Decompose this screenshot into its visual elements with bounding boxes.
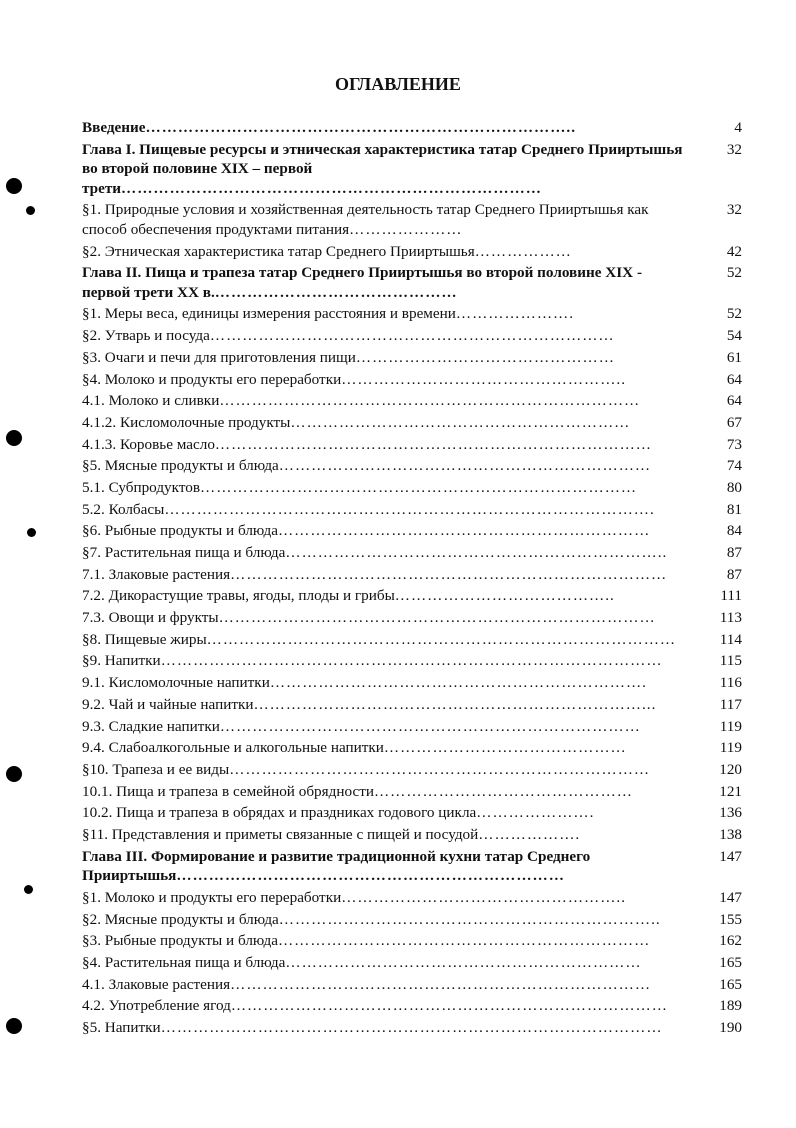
toc-page-number: 147 bbox=[719, 847, 742, 865]
toc-entry bbox=[82, 630, 742, 650]
toc-entry-text bbox=[82, 521, 686, 541]
toc-entry bbox=[82, 413, 742, 433]
toc-entry-text bbox=[82, 608, 686, 628]
toc-entry-text bbox=[82, 118, 686, 138]
toc-entry-title: §2. Этническая характеристика татар Среднего Прииртышья bbox=[82, 242, 475, 260]
toc-entry-text bbox=[82, 478, 686, 498]
toc-leader-dots: ………………………………………… bbox=[373, 782, 633, 800]
toc-page-number: 136 bbox=[719, 804, 742, 822]
toc-leader-dots: ……………………………………… bbox=[214, 283, 458, 301]
toc-page-number: 165 bbox=[719, 953, 742, 971]
toc-leader-dots: ……………………………………………………………………… bbox=[230, 565, 668, 583]
toc-page-number: 115 bbox=[719, 652, 742, 670]
toc-entry-title: 7.2. Дикорастущие травы, ягоды, плоды и грибы bbox=[82, 587, 395, 605]
toc-page-number: 117 bbox=[719, 695, 742, 713]
toc-page-number: 52 bbox=[726, 264, 742, 282]
toc-page-number: 32 bbox=[726, 201, 742, 219]
toc-entry-title: §11. Представления и приметы связанные с пищей и посудой bbox=[82, 825, 479, 843]
toc-leader-dots: ……………………………………………………………………… bbox=[200, 478, 638, 496]
toc-page-number: 119 bbox=[719, 717, 742, 735]
toc-page-number: 67 bbox=[726, 413, 742, 431]
toc-entry-text bbox=[82, 847, 686, 886]
toc-entry bbox=[82, 651, 742, 671]
toc-entry-title: §9. Напитки bbox=[82, 652, 161, 670]
toc-page-number: 121 bbox=[719, 782, 742, 800]
toc-entry-text bbox=[82, 1018, 686, 1038]
toc-entry-text bbox=[82, 304, 686, 324]
toc-entry-title: 4.1.2. Кисломолочные продукты bbox=[82, 413, 291, 431]
page-title: ОГЛАВЛЕНИЕ bbox=[335, 74, 461, 94]
toc-entry-text bbox=[82, 435, 686, 455]
toc-entry-text bbox=[82, 931, 686, 951]
toc-leader-dots: ……………………………………………………………………… bbox=[218, 609, 656, 627]
toc-entry-text bbox=[82, 630, 686, 650]
toc-page-number: 64 bbox=[726, 370, 742, 388]
toc-page-number: 74 bbox=[726, 457, 742, 475]
toc-entry-title: §1. Природные условия и хозяйственная деятельность татар Среднего Прииртышья как способ обеспечения продуктами питания bbox=[82, 201, 649, 238]
toc-entry bbox=[82, 263, 742, 302]
toc-page-number: 114 bbox=[719, 630, 742, 648]
toc-entry-title: 5.1. Субпродуктов bbox=[82, 478, 201, 496]
toc-entry-title: §3. Рыбные продукты и блюда bbox=[82, 932, 278, 950]
toc-entry bbox=[82, 565, 742, 585]
toc-entry-text bbox=[82, 200, 686, 239]
toc-leader-dots: ……………………………………………………………………… bbox=[214, 435, 652, 453]
toc-entry bbox=[82, 782, 742, 802]
toc-page-number: 87 bbox=[726, 544, 742, 561]
toc-page-number: 87 bbox=[726, 565, 742, 583]
toc-leader-dots: …………………………………………….. bbox=[341, 370, 626, 388]
toc-entry bbox=[82, 847, 742, 886]
toc-entry-title: §7. Растительная пища и блюда bbox=[82, 544, 286, 561]
binder-hole-4 bbox=[6, 1018, 22, 1034]
toc-leader-dots: ………………………………………… bbox=[355, 348, 615, 366]
toc-entry-text bbox=[82, 825, 686, 845]
toc-entry-title: 4.1.3. Коровье масло bbox=[82, 435, 215, 453]
toc-leader-dots: ……………………………………… bbox=[383, 739, 627, 757]
toc-leader-dots: ………………… bbox=[349, 220, 463, 238]
toc-entry bbox=[82, 608, 742, 628]
toc-entry bbox=[82, 996, 742, 1016]
toc-entry-text bbox=[82, 242, 686, 262]
toc-page-number: 189 bbox=[719, 997, 742, 1015]
toc-entry bbox=[82, 348, 742, 368]
toc-entry-text bbox=[82, 326, 686, 346]
toc-leader-dots: …………………………………………………………………… bbox=[230, 975, 651, 993]
toc-entry-text bbox=[82, 586, 686, 606]
toc-entry-text bbox=[82, 717, 686, 737]
toc-entry bbox=[82, 931, 742, 951]
table-of-contents bbox=[82, 118, 742, 1040]
toc-entry-text bbox=[82, 888, 686, 908]
toc-entry-title: §4. Молоко и продукты его переработки bbox=[82, 370, 342, 388]
toc-leader-dots: ………………………………………………………………… bbox=[209, 327, 615, 345]
toc-entry-text bbox=[82, 996, 686, 1016]
toc-entry-title: §8. Пищевые жиры bbox=[82, 630, 207, 648]
toc-page-number: 165 bbox=[719, 975, 742, 993]
toc-leader-dots: ……………………………………………………………. bbox=[269, 674, 647, 692]
toc-page-number: 147 bbox=[719, 888, 742, 906]
toc-entry-text bbox=[82, 413, 686, 433]
toc-page-number: 113 bbox=[719, 609, 742, 627]
toc-entry bbox=[82, 717, 742, 737]
toc-entry-title: 10.2. Пища и трапеза в обрядах и праздниках годового цикла bbox=[82, 804, 477, 822]
binder-hole-2 bbox=[6, 430, 22, 446]
toc-entry-title: §4. Растительная пища и блюда bbox=[82, 953, 286, 971]
toc-leader-dots: ……………………………………………………………… bbox=[176, 867, 565, 885]
toc-entry-text bbox=[82, 500, 686, 520]
toc-leader-dots: …………………………………………………………………….. bbox=[145, 119, 577, 136]
toc-entry-title: §3. Очаги и печи для приготовления пищи bbox=[82, 348, 356, 366]
toc-entry bbox=[82, 888, 742, 908]
toc-entry bbox=[82, 910, 742, 930]
toc-leader-dots: ………………………………………………………………………………… bbox=[160, 1018, 663, 1036]
toc-page-number: 61 bbox=[726, 348, 742, 366]
toc-entry-text bbox=[82, 370, 686, 390]
toc-leader-dots: …………………………………………………………… bbox=[277, 932, 651, 950]
toc-leader-dots: …………………………………………………………… bbox=[278, 457, 652, 475]
toc-page-number: 155 bbox=[719, 910, 742, 928]
toc-entry-title: §2. Мясные продукты и блюда bbox=[82, 910, 279, 928]
toc-entry bbox=[82, 543, 742, 563]
toc-entry bbox=[82, 1018, 742, 1038]
toc-entry-title: 5.2. Колбасы bbox=[82, 500, 165, 518]
toc-page-number: 73 bbox=[726, 435, 742, 453]
toc-page-number: 80 bbox=[726, 478, 742, 496]
toc-entry-text bbox=[82, 391, 686, 411]
toc-entry-title: 4.1. Злаковые растения bbox=[82, 975, 231, 993]
toc-entry-title: Глава III. Формирование и развитие традиционной кухни татар Среднего Прииртышья bbox=[82, 847, 591, 885]
toc-entry-text bbox=[82, 953, 686, 973]
toc-entry-title: §1. Молоко и продукты его переработки bbox=[82, 888, 342, 906]
toc-entry-title: Введение bbox=[82, 119, 146, 136]
toc-leader-dots: …………………………………………………………………… bbox=[219, 717, 641, 735]
toc-entry bbox=[82, 304, 742, 324]
toc-entry bbox=[82, 975, 742, 995]
toc-entry bbox=[82, 326, 742, 346]
toc-entry-text bbox=[82, 263, 686, 302]
toc-leader-dots: …………………. bbox=[455, 305, 575, 323]
toc-entry-text bbox=[82, 760, 686, 780]
toc-leader-dots: …………………………………………….. bbox=[341, 888, 626, 906]
toc-leader-dots: …………………………………………………………………………… bbox=[206, 630, 677, 648]
toc-entry bbox=[82, 200, 742, 239]
toc-entry-title: Глава I. Пищевые ресурсы и этническая характеристика татар Среднего Прииртышья во второй половине XIX – первой трети bbox=[82, 140, 683, 197]
binder-hole-1 bbox=[6, 178, 22, 194]
toc-entry-title: §6. Рыбные продукты и блюда bbox=[82, 522, 278, 540]
toc-entry-text bbox=[82, 456, 686, 476]
toc-entry bbox=[82, 478, 742, 498]
toc-entry-text bbox=[82, 738, 686, 758]
toc-entry-text bbox=[82, 975, 686, 995]
toc-page-number: 52 bbox=[726, 305, 742, 323]
toc-leader-dots: ……………… bbox=[474, 242, 572, 260]
toc-leader-dots: ………………………………………………………………... bbox=[253, 695, 657, 713]
toc-entry bbox=[82, 242, 742, 262]
toc-entry bbox=[82, 760, 742, 780]
toc-leader-dots: ………………………………………………………………………………… bbox=[160, 652, 663, 670]
toc-entry-text bbox=[82, 140, 686, 199]
toc-entry-title: 9.2. Чай и чайные напитки bbox=[82, 695, 254, 713]
toc-entry bbox=[82, 586, 742, 606]
toc-page-number: 32 bbox=[726, 140, 742, 158]
toc-leader-dots: …………………. bbox=[476, 804, 595, 822]
toc-leader-dots: …………………………………………………………………… bbox=[121, 179, 542, 197]
toc-entry-text bbox=[82, 348, 686, 368]
toc-entry-text bbox=[82, 651, 686, 671]
toc-entry-text bbox=[82, 782, 686, 802]
toc-page-number: 42 bbox=[726, 242, 742, 260]
toc-entry-title: 4.2. Употребление ягод bbox=[82, 997, 231, 1015]
toc-leader-dots: ……………………………………………………… bbox=[290, 413, 631, 431]
toc-entry bbox=[82, 953, 742, 973]
toc-entry-title: §5. Мясные продукты и блюда bbox=[82, 457, 279, 475]
toc-page-number: 111 bbox=[720, 587, 742, 605]
toc-page-number: 138 bbox=[719, 825, 742, 843]
toc-entry-title: 4.1. Молоко и сливки bbox=[82, 392, 220, 410]
toc-page-number: 81 bbox=[726, 500, 742, 518]
toc-entry bbox=[82, 825, 742, 845]
toc-entry bbox=[82, 140, 742, 199]
toc-entry-title: 10.1. Пища и трапеза в семейной обрядности bbox=[82, 782, 374, 800]
toc-entry-text bbox=[82, 910, 686, 930]
toc-leader-dots: ………………. bbox=[478, 825, 581, 843]
toc-leader-dots: …………………………………………………………….. bbox=[278, 910, 661, 928]
toc-page-number: 162 bbox=[719, 932, 742, 950]
toc-entry-text bbox=[82, 543, 686, 563]
toc-entry bbox=[82, 673, 742, 693]
binder-hole-3 bbox=[6, 766, 22, 782]
toc-leader-dots: …………………………………………………………… bbox=[277, 522, 651, 540]
toc-entry bbox=[82, 118, 742, 138]
toc-entry bbox=[82, 521, 742, 541]
toc-entry-title: 7.3. Овощи и фрукты bbox=[82, 609, 219, 627]
toc-entry-text bbox=[82, 803, 686, 823]
toc-leader-dots: ………………………………….. bbox=[394, 587, 615, 605]
toc-page-number: 84 bbox=[726, 522, 742, 540]
toc-page-number: 54 bbox=[726, 327, 742, 345]
toc-entry bbox=[82, 456, 742, 476]
toc-page-number: 119 bbox=[719, 739, 742, 757]
toc-entry-text bbox=[82, 565, 686, 585]
toc-leader-dots: …………………………………………………………….. bbox=[285, 544, 668, 561]
toc-entry-title: §1. Меры веса, единицы измерения расстояния и времени bbox=[82, 305, 456, 323]
toc-entry bbox=[82, 500, 742, 520]
toc-page-number: 4 bbox=[734, 119, 742, 136]
toc-leader-dots: …………………………………………………………………… bbox=[229, 760, 651, 778]
toc-entry-title: §5. Напитки bbox=[82, 1018, 161, 1036]
toc-page-number: 190 bbox=[719, 1018, 742, 1036]
toc-leader-dots: ……………………………………………………………………… bbox=[230, 997, 668, 1015]
scan-mark-2 bbox=[27, 528, 36, 537]
scan-mark-1 bbox=[26, 206, 35, 215]
toc-entry bbox=[82, 370, 742, 390]
toc-page-number: 64 bbox=[726, 392, 742, 410]
toc-page-number: 120 bbox=[719, 760, 742, 778]
toc-entry-title: §2. Утварь и посуда bbox=[82, 327, 210, 345]
toc-entry bbox=[82, 391, 742, 411]
toc-entry-title: 7.1. Злаковые растения bbox=[82, 565, 231, 583]
toc-page-number: 116 bbox=[719, 674, 742, 692]
toc-entry-text bbox=[82, 695, 686, 715]
toc-leader-dots: …………………………………………………………………… bbox=[219, 392, 641, 410]
scan-mark-3 bbox=[24, 885, 33, 894]
toc-entry-title: 9.4. Слабоалкогольные и алкогольные напитки bbox=[82, 739, 384, 757]
toc-entry-title: §10. Трапеза и ее виды bbox=[82, 760, 230, 778]
toc-leader-dots: ………………………………………………………… bbox=[285, 953, 642, 971]
toc-entry-text bbox=[82, 673, 686, 693]
toc-entry bbox=[82, 738, 742, 758]
toc-entry-title: Глава II. Пища и трапеза татар Среднего Прииртышья во второй половине XIX - первой трети XX в. bbox=[82, 264, 642, 301]
toc-entry bbox=[82, 803, 742, 823]
toc-entry-title: 9.3. Сладкие напитки bbox=[82, 717, 220, 735]
toc-entry bbox=[82, 435, 742, 455]
toc-entry bbox=[82, 695, 742, 715]
toc-leader-dots: ………………………………………………………………………………. bbox=[164, 500, 655, 518]
toc-entry-title: 9.1. Кисломолочные напитки bbox=[82, 674, 270, 692]
